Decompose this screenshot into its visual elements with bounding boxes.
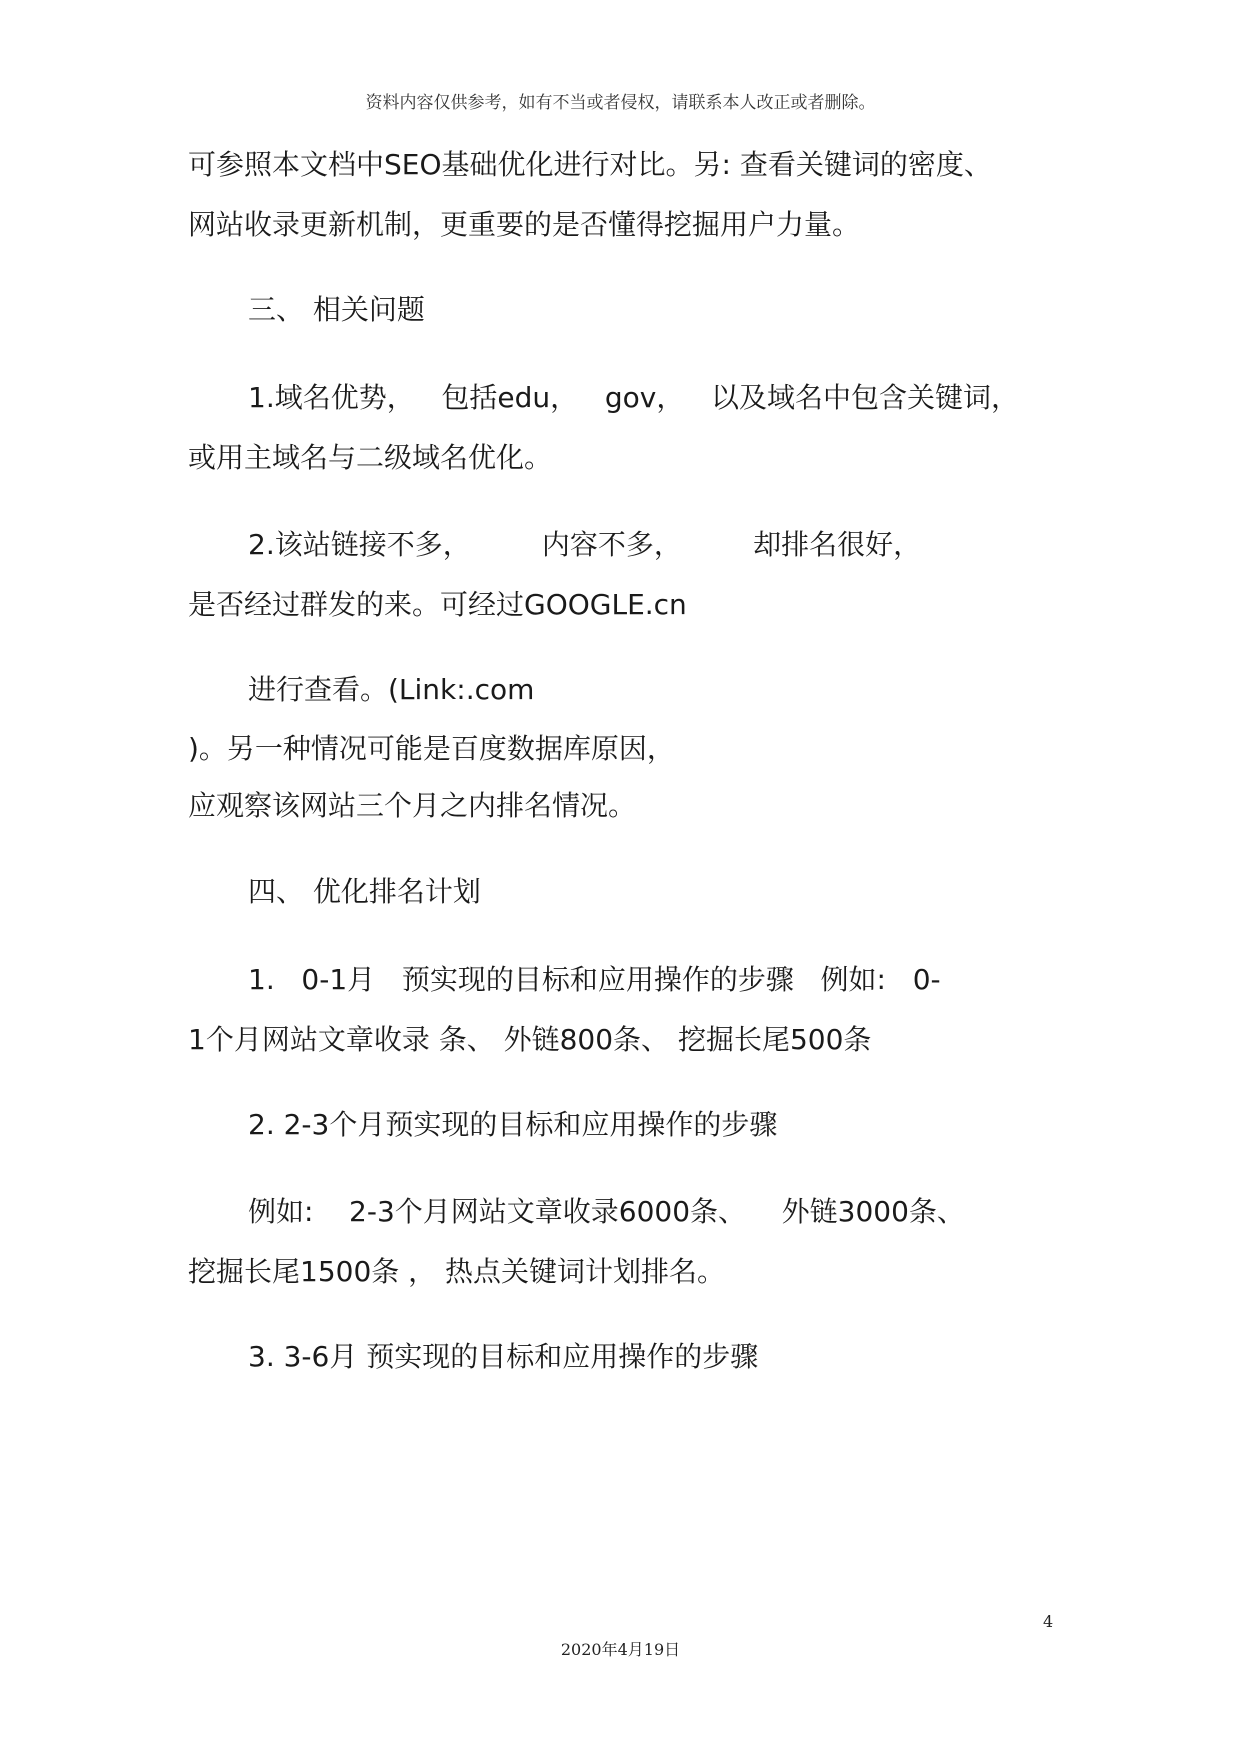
body-line-12: 1. 0-1月 预实现的目标和应用操作的步骤 例如: 0-	[248, 963, 941, 996]
body-line-13: 1个月网站文章收录 条、 外链800条、 挖掘长尾500条	[188, 1023, 872, 1056]
body-line-5: 或用主域名与二级域名优化。	[188, 441, 553, 474]
footer-date: 2020年4月19日	[560, 1640, 681, 1659]
body-line-16: 挖掘长尾1500条 ， 热点关键词计划排名。	[188, 1255, 726, 1288]
page-header-disclaimer: 资料内容仅供参考，如有不当或者侵权，请联系本人改正或者删除。	[365, 93, 876, 113]
body-line-4: 1.域名优势， 包括edu， gov， 以及域名中包含关键词，	[248, 381, 1020, 414]
body-line-9: )。另一种情况可能是百度数据库原因，	[188, 732, 675, 765]
body-line-2: 网站收录更新机制，更重要的是否懂得挖掘用户力量。	[188, 208, 861, 241]
body-line-15: 例如: 2-3个月网站文章收录6000条、 外链3000条、	[248, 1195, 965, 1228]
body-line-10: 应观察该网站三个月之内排名情况。	[188, 789, 637, 822]
body-line-14: 2. 2-3个月预实现的目标和应用操作的步骤	[248, 1108, 778, 1141]
section-heading-3: 三、 相关问题	[248, 293, 425, 326]
body-line-6: 2.该站链接不多， 内容不多， 却排名很好，	[248, 528, 922, 561]
section-heading-4: 四、 优化排名计划	[248, 875, 481, 908]
body-line-8: 进行查看。(Link:.com	[248, 673, 535, 706]
body-line-17: 3. 3-6月 预实现的目标和应用操作的步骤	[248, 1340, 759, 1373]
page-number: 4	[1043, 1612, 1054, 1631]
body-line-1: 可参照本文档中SEO基础优化进行对比。另: 查看关键词的密度、	[188, 148, 992, 181]
body-line-7: 是否经过群发的来。可经过GOOGLE.cn	[188, 588, 687, 621]
